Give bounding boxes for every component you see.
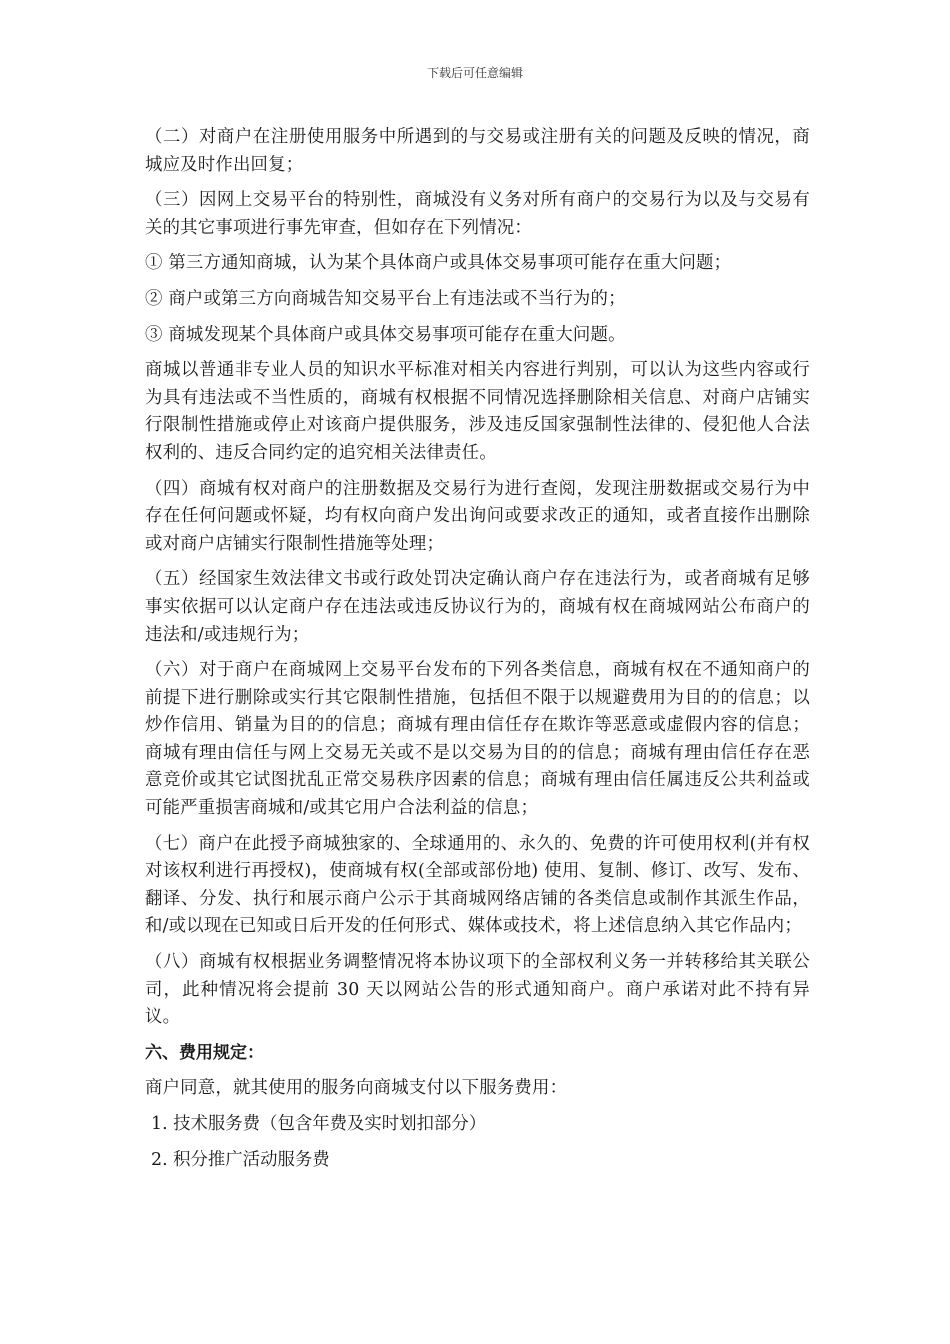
paragraph-6: （六）对于商户在商城网上交易平台发布的下列各类信息，商城有权在不通知商户的前提下进行删除或实行其它限制性措施，包括但不限于以规避费用为目的的信息；以炒作信用、销量为目的的信息；商城有理由信任存在欺诈等恶意或虚假内容的信息；商城有理由信任与网上交易无关或不是以交易为目的的信息；商城有理由信任存在恶意竞价或其它试图扰乱正常交易秩序因素的信息；商城有理由信任属违反公共利益或可能严重损害商城和/或其它用户合法利益的信息； bbox=[145, 660, 810, 819]
fee-item: 2. 积分推广活动服务费 bbox=[151, 1149, 330, 1170]
paragraph-7: （七）商户在此授予商城独家的、全球通用的、永久的、免费的许可使用权利(并有权对该权利进行再授权)，使商城有权(全部或部份地) 使用、复制、修订、改写、发布、翻译、分发、执行和展示商户公示于其商城网络店铺的各类信息或制作其派生作品，和/或以现在已知或日后开发的任何形式、媒体或技术，将上述信息纳入其它作品内； bbox=[145, 833, 810, 937]
paragraph-2: （二）对商户在注册使用服务中所遇到的与交易或注册有关的问题及反映的情况，商城应及时作出回复； bbox=[145, 127, 810, 175]
condition-2: ② 商户或第三方向商城告知交易平台上有违法或不当行为的； bbox=[145, 288, 626, 309]
paragraph-8: （八）商城有权根据业务调整情况将本协议项下的全部权利义务一并转移给其关联公司，此种情况将会提前 30 天以网站公告的形式通知商户。商户承诺对此不持有异议。 bbox=[145, 952, 810, 1028]
condition-3: ③ 商城发现某个具体商户或具体交易事项可能存在重大问题。 bbox=[145, 324, 626, 345]
judgment-paragraph: 商城以普通非专业人员的知识水平标准对相关内容进行判别，可以认为这些内容或行为具有违法或不当性质的，商城有权根据不同情况选择删除相关信息、对商户店铺实行限制性措施或停止对该商户提供服务，涉及违反国家强制性法律的、侵犯他人合法权利的、违反合同约定的追究相关法律责任。 bbox=[145, 360, 810, 463]
document-body bbox=[145, 124, 810, 1182]
condition-1: ① 第三方通知商城，认为某个具体商户或具体交易事项可能存在重大问题； bbox=[145, 253, 732, 274]
paragraph-5: （五）经国家生效法律文书或行政处罚决定确认商户存在违法行为，或者商城有足够事实依据可以认定商户存在违法或违反协议行为的，商城有权在商城网站公布商户的违法和/或违规行为； bbox=[145, 569, 810, 645]
fee-item: 1. 技术服务费（包含年费及实时划扣部分） bbox=[151, 1114, 487, 1134]
page-header: 下载后可任意编辑 bbox=[426, 66, 523, 80]
paragraph-4: （四）商城有权对商户的注册数据及交易行为进行查阅，发现注册数据或交易行为中存在任何问题或怀疑，均有权向商户发出询问或要求改正的通知，或者直接作出删除或对商户店铺实行限制性措施等处理； bbox=[145, 478, 810, 554]
section-heading-fees: 六、费用规定： bbox=[145, 1042, 264, 1063]
paragraph-3: （三）因网上交易平台的特别性，商城没有义务对所有商户的交易行为以及与交易有关的其它事项进行事先审查，但如存在下列情况： bbox=[145, 190, 810, 238]
fees-intro: 商户同意，就其使用的服务向商城支付以下服务费用： bbox=[145, 1078, 568, 1099]
